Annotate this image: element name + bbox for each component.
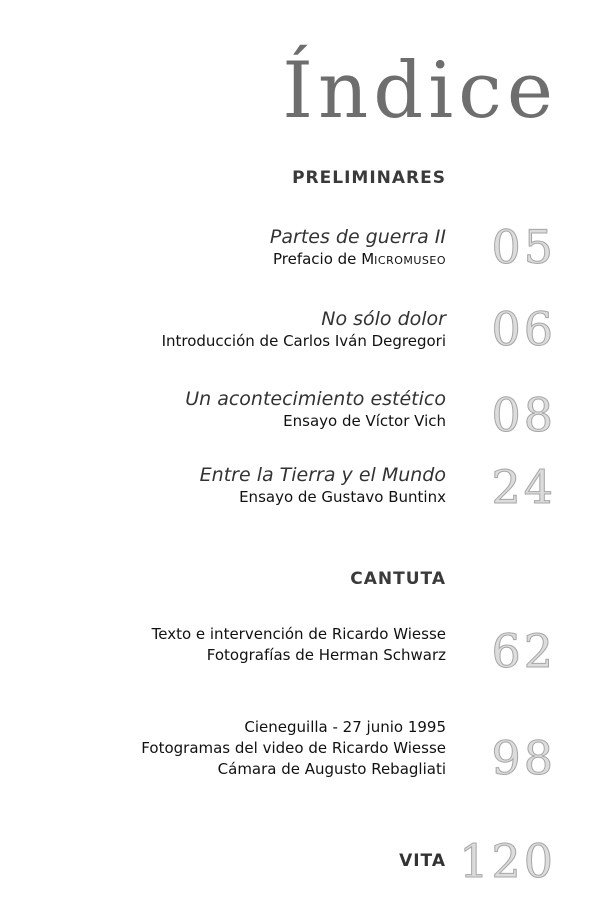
entry-subtitle: Ensayo de Víctor Vich [283,412,446,430]
page-number: 06 [491,302,556,356]
toc-entry[interactable] [162,307,446,352]
page-number: 05 [491,220,556,274]
page-number: 98 [491,731,556,785]
section-heading-preliminares: PRELIMINARES [292,168,446,188]
page-number: 62 [491,624,556,678]
vita-label[interactable]: VITA [399,851,446,871]
entry-line: Fotogramas del video de Ricardo Wiesse [141,739,446,757]
entry-subtitle: Prefacio de MICROMUSEO [272,250,446,268]
entry-line: Fotografías de Herman Schwarz [206,646,446,664]
entry-title: No sólo dolor [321,308,446,330]
entry-line: Texto e intervención de Ricardo Wiesse [151,625,446,643]
page-title: Índice [282,46,558,136]
toc-entry[interactable] [152,624,446,666]
entry-subtitle: Ensayo de Gustavo Buntinx [239,488,446,506]
toc-entry[interactable] [270,225,446,271]
entry-line: Cámara de Augusto Rebagliati [217,760,446,778]
page-number: 08 [491,388,556,442]
page-number: 120 [459,834,556,888]
entry-line: Cieneguilla - 27 junio 1995 [244,718,446,736]
toc-entry[interactable] [185,387,446,432]
page-number: 24 [491,460,556,514]
entry-title: Un acontecimiento estético [185,388,446,410]
section-heading-cantuta: CANTUTA [350,569,446,589]
toc-entry[interactable] [141,717,446,780]
entry-subtitle: Introducción de Carlos Iván Degregori [161,332,446,350]
entry-title: Partes de guerra II [269,226,446,248]
entry-title: Entre la Tierra y el Mundo [199,464,446,486]
toc-entry[interactable] [200,463,446,508]
